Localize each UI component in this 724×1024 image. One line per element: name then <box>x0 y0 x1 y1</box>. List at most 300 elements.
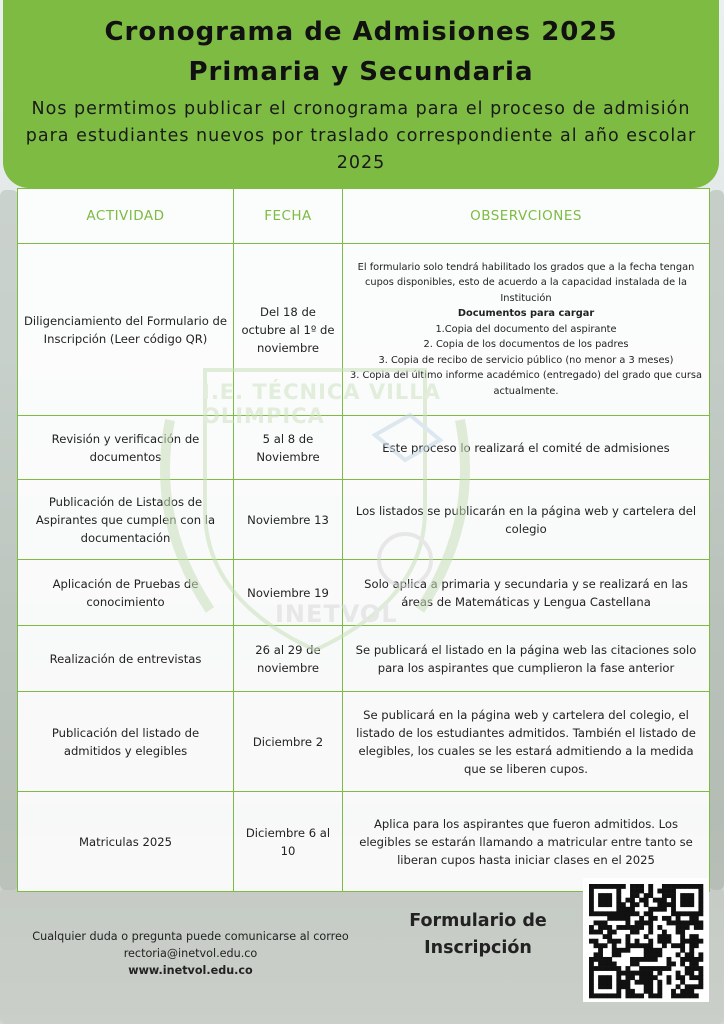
header-activity: ACTIVIDAD <box>18 189 234 244</box>
qr-module <box>598 952 603 957</box>
qr-module <box>635 993 640 998</box>
qr-module <box>685 971 690 976</box>
activity-cell: Publicación del listado de admitidos y elegibles <box>18 692 234 792</box>
intro-text: Nos permtimos publicar el cronograma para el proceso de admisión para estudiantes nuevos por traslado correspondiente al año escolar 2025 <box>25 99 697 173</box>
qr-module <box>625 975 630 980</box>
qr-module <box>607 902 612 907</box>
observations-cell: Los listados se publicarán en la página web y cartelera del colegio <box>343 480 710 560</box>
qr-module <box>639 975 644 980</box>
qr-module <box>689 902 694 907</box>
qr-module <box>598 966 603 971</box>
qr-module <box>607 939 612 944</box>
qr-module <box>657 952 662 957</box>
qr-module <box>603 993 608 998</box>
qr-module <box>662 902 667 907</box>
qr-module <box>639 993 644 998</box>
qr-module <box>662 893 667 898</box>
qr-module <box>612 916 617 921</box>
qr-module <box>635 902 640 907</box>
date-cell: Diciembre 6 al 10 <box>234 792 343 892</box>
qr-module <box>680 993 685 998</box>
qr-module <box>680 975 685 980</box>
qr-module <box>607 898 612 903</box>
qr-module <box>594 939 599 944</box>
qr-module <box>694 975 699 980</box>
qr-module <box>680 962 685 967</box>
qr-module <box>644 911 649 916</box>
table-header-row <box>18 189 710 244</box>
qr-module <box>607 962 612 967</box>
qr-module <box>612 884 617 889</box>
qr-module <box>635 962 640 967</box>
qr-module <box>616 948 621 953</box>
qr-module <box>648 948 653 953</box>
qr-module <box>616 907 621 912</box>
qr-module <box>698 984 703 989</box>
qr-module <box>694 916 699 921</box>
qr-module <box>603 966 608 971</box>
qr-module <box>616 952 621 957</box>
date-cell: 26 al 29 de noviembre <box>234 626 343 692</box>
qr-module <box>616 939 621 944</box>
qr-module <box>676 993 681 998</box>
contact-text: Cualquier duda o pregunta puede comunicarse al correo <box>32 930 349 943</box>
qr-module <box>648 884 653 889</box>
qr-module <box>657 984 662 989</box>
qr-module <box>648 939 653 944</box>
page-title <box>3 12 719 92</box>
table-row <box>18 560 710 626</box>
qr-module <box>625 920 630 925</box>
qr-module <box>689 952 694 957</box>
qr-module <box>598 911 603 916</box>
qr-module <box>607 893 612 898</box>
qr-module <box>589 902 594 907</box>
qr-module <box>630 898 635 903</box>
qr-module <box>680 957 685 962</box>
activity-cell: Aplicación de Pruebas de conocimiento <box>18 560 234 626</box>
qr-module <box>630 989 635 994</box>
qr-module <box>635 930 640 935</box>
qr-module <box>667 920 672 925</box>
qr-module <box>685 920 690 925</box>
qr-module <box>644 948 649 953</box>
qr-module <box>630 925 635 930</box>
qr-module <box>612 952 617 957</box>
qr-module <box>589 939 594 944</box>
qr-module <box>625 911 630 916</box>
qr-module <box>648 966 653 971</box>
qr-module <box>680 911 685 916</box>
qr-module <box>671 989 676 994</box>
qr-module <box>689 966 694 971</box>
title-line-2: Primaria y Secundaria <box>188 57 534 87</box>
qr-module <box>621 884 626 889</box>
qr-module <box>698 971 703 976</box>
qr-module <box>680 943 685 948</box>
qr-module <box>598 925 603 930</box>
qr-module <box>607 930 612 935</box>
qr-module <box>598 980 603 985</box>
qr-module <box>698 911 703 916</box>
qr-module <box>594 884 599 889</box>
qr-module <box>685 925 690 930</box>
qr-module <box>598 893 603 898</box>
date-cell: 5 al 8 de Noviembre <box>234 416 343 480</box>
qr-module <box>657 971 662 976</box>
qr-module <box>667 957 672 962</box>
table-row <box>18 792 710 892</box>
qr-module <box>598 975 603 980</box>
qr-module <box>589 898 594 903</box>
qr-module <box>635 920 640 925</box>
documents-title: Documentos para cargar <box>457 308 595 320</box>
qr-module <box>657 925 662 930</box>
observations-cell: Se publicará en la página web y cartelera del colegio, el listado de los estudiantes admitidos. También el listado de elegibles, los cuales se les estará admitiendo a la medida que se liberen cupos. <box>343 692 710 792</box>
observations-cell: Este proceso lo realizará el comité de admisiones <box>343 416 710 480</box>
observations-cell: Se publicará el listado en la página web las citaciones solo para los aspirantes que cumplieron la fase anterior <box>343 626 710 692</box>
qr-module <box>612 993 617 998</box>
qr-module <box>630 957 635 962</box>
qr-module <box>671 902 676 907</box>
qr-module <box>607 925 612 930</box>
qr-module <box>657 980 662 985</box>
qr-module <box>689 893 694 898</box>
qr-module <box>607 916 612 921</box>
qr-module <box>635 893 640 898</box>
qr-module <box>621 925 626 930</box>
qr-module <box>671 993 676 998</box>
qr-module <box>680 934 685 939</box>
qr-module <box>694 993 699 998</box>
qr-module <box>603 925 608 930</box>
qr-module <box>657 939 662 944</box>
qr-module <box>698 920 703 925</box>
qr-module <box>612 943 617 948</box>
qr-module <box>648 989 653 994</box>
qr-module <box>689 884 694 889</box>
qr-module <box>694 939 699 944</box>
qr-module <box>625 943 630 948</box>
qr-module <box>662 939 667 944</box>
qr-module <box>607 884 612 889</box>
qr-module <box>598 948 603 953</box>
table-row <box>18 244 710 416</box>
watermark-acronym: INETVOL <box>275 600 398 628</box>
qr-module <box>616 993 621 998</box>
qr-module <box>589 884 594 889</box>
qr-module <box>607 993 612 998</box>
qr-module <box>694 943 699 948</box>
qr-module <box>616 902 621 907</box>
qr-module <box>648 911 653 916</box>
qr-module <box>671 911 676 916</box>
qr-module <box>685 884 690 889</box>
qr-module <box>657 898 662 903</box>
qr-module <box>589 975 594 980</box>
contact-email: rectoria@inetvol.edu.co <box>123 947 258 960</box>
qr-module <box>598 943 603 948</box>
qr-module <box>667 966 672 971</box>
table-row <box>18 480 710 560</box>
qr-module <box>667 893 672 898</box>
qr-code-icon[interactable] <box>583 878 709 1002</box>
qr-module <box>653 966 658 971</box>
qr-module <box>630 971 635 976</box>
qr-module <box>639 971 644 976</box>
qr-module <box>639 898 644 903</box>
qr-module <box>612 939 617 944</box>
activity-cell: Diligenciamiento del Formulario de Inscripción (Leer código QR) <box>18 244 234 416</box>
qr-module <box>653 916 658 921</box>
qr-module <box>616 966 621 971</box>
qr-module <box>603 934 608 939</box>
qr-module <box>680 898 685 903</box>
qr-module <box>630 884 635 889</box>
qr-module <box>671 884 676 889</box>
qr-module <box>648 920 653 925</box>
qr-module <box>698 889 703 894</box>
qr-module <box>653 898 658 903</box>
qr-module <box>630 975 635 980</box>
qr-module <box>653 993 658 998</box>
qr-module <box>689 989 694 994</box>
qr-module <box>698 966 703 971</box>
qr-module <box>607 934 612 939</box>
qr-module <box>621 907 626 912</box>
qr-module <box>644 975 649 980</box>
qr-module <box>671 962 676 967</box>
qr-module <box>698 907 703 912</box>
qr-module <box>603 920 608 925</box>
qr-module <box>589 966 594 971</box>
qr-module <box>657 934 662 939</box>
qr-module <box>662 907 667 912</box>
qr-module <box>616 893 621 898</box>
qr-module <box>630 902 635 907</box>
qr-module <box>594 911 599 916</box>
qr-module <box>698 902 703 907</box>
qr-module <box>630 907 635 912</box>
qr-module <box>607 984 612 989</box>
qr-module <box>594 957 599 962</box>
qr-module <box>653 975 658 980</box>
qr-module <box>630 930 635 935</box>
qr-module <box>685 952 690 957</box>
qr-module <box>621 984 626 989</box>
qr-module <box>657 902 662 907</box>
activity-cell: Matriculas 2025 <box>18 792 234 892</box>
qr-module <box>662 943 667 948</box>
qr-module <box>630 893 635 898</box>
qr-module <box>657 966 662 971</box>
qr-module <box>680 925 685 930</box>
qr-module <box>676 984 681 989</box>
qr-module <box>671 920 676 925</box>
date-cell: Del 18 de octubre al 1º de noviembre <box>234 244 343 416</box>
qr-module <box>644 920 649 925</box>
qr-module <box>612 962 617 967</box>
qr-module <box>685 989 690 994</box>
qr-module <box>594 920 599 925</box>
qr-module <box>598 984 603 989</box>
qr-module <box>648 975 653 980</box>
document-item: 3. Copia del último informe académico (entregado) del grado que cursa actualmente. <box>350 370 702 397</box>
qr-module <box>598 898 603 903</box>
qr-module <box>594 966 599 971</box>
qr-module <box>625 916 630 921</box>
qr-module <box>667 934 672 939</box>
qr-module <box>694 957 699 962</box>
qr-module <box>689 984 694 989</box>
qr-module <box>694 911 699 916</box>
qr-module <box>589 907 594 912</box>
document-item: 2. Copia de los documentos de los padres <box>423 339 629 351</box>
qr-module <box>698 952 703 957</box>
form-label-line-1: Formulario de <box>409 911 547 931</box>
qr-module <box>667 902 672 907</box>
qr-module <box>644 934 649 939</box>
qr-module <box>621 916 626 921</box>
qr-module <box>648 980 653 985</box>
qr-module <box>676 971 681 976</box>
qr-module <box>589 980 594 985</box>
qr-module <box>616 971 621 976</box>
background-photo-right <box>709 190 724 890</box>
qr-module <box>680 989 685 994</box>
qr-module <box>644 943 649 948</box>
qr-module <box>594 952 599 957</box>
qr-module <box>603 911 608 916</box>
qr-module <box>598 902 603 907</box>
qr-module <box>603 884 608 889</box>
qr-module <box>698 975 703 980</box>
table-row <box>18 416 710 480</box>
qr-module <box>648 952 653 957</box>
qr-module <box>680 902 685 907</box>
qr-module <box>603 980 608 985</box>
qr-module <box>630 962 635 967</box>
qr-module <box>603 902 608 907</box>
qr-module <box>644 893 649 898</box>
qr-module <box>644 971 649 976</box>
qr-module <box>662 889 667 894</box>
qr-module <box>680 930 685 935</box>
qr-module <box>589 911 594 916</box>
qr-module <box>607 957 612 962</box>
qr-module <box>648 893 653 898</box>
qr-module <box>625 993 630 998</box>
qr-module <box>694 884 699 889</box>
qr-module <box>689 939 694 944</box>
activity-cell: Revisión y verificación de documentos <box>18 416 234 480</box>
qr-module <box>621 948 626 953</box>
qr-module <box>667 980 672 985</box>
qr-module <box>667 939 672 944</box>
qr-module <box>676 930 681 935</box>
qr-module <box>644 952 649 957</box>
qr-module <box>639 884 644 889</box>
qr-module <box>698 939 703 944</box>
qr-module <box>689 934 694 939</box>
qr-module <box>676 916 681 921</box>
qr-module <box>589 993 594 998</box>
qr-module <box>698 898 703 903</box>
qr-module <box>662 884 667 889</box>
qr-module <box>680 980 685 985</box>
qr-module <box>676 920 681 925</box>
qr-module <box>680 893 685 898</box>
qr-module <box>635 925 640 930</box>
qr-module <box>630 993 635 998</box>
qr-module <box>639 966 644 971</box>
qr-module <box>671 898 676 903</box>
qr-module <box>625 898 630 903</box>
qr-module <box>667 884 672 889</box>
qr-module <box>657 907 662 912</box>
qr-module <box>657 889 662 894</box>
qr-module <box>621 971 626 976</box>
qr-module <box>639 943 644 948</box>
qr-module <box>594 930 599 935</box>
qr-module <box>676 911 681 916</box>
qr-module <box>616 911 621 916</box>
qr-module <box>667 916 672 921</box>
qr-module <box>589 962 594 967</box>
qr-module <box>612 966 617 971</box>
qr-module <box>644 980 649 985</box>
qr-module <box>648 889 653 894</box>
qr-module <box>621 902 626 907</box>
qr-module <box>662 898 667 903</box>
title-line-1: Cronograma de Admisiones 2025 <box>104 17 618 47</box>
date-cell: Diciembre 2 <box>234 692 343 792</box>
qr-module <box>698 980 703 985</box>
qr-module <box>635 971 640 976</box>
qr-module <box>689 975 694 980</box>
qr-module <box>662 934 667 939</box>
qr-module <box>685 893 690 898</box>
qr-module <box>625 907 630 912</box>
qr-module <box>616 984 621 989</box>
qr-module <box>689 898 694 903</box>
form-label-line-2: Inscripción <box>424 938 532 958</box>
qr-module <box>644 966 649 971</box>
qr-module <box>603 957 608 962</box>
qr-module <box>694 962 699 967</box>
qr-module <box>625 925 630 930</box>
background-photo-left <box>0 190 18 890</box>
qr-module <box>694 920 699 925</box>
qr-module <box>685 966 690 971</box>
qr-module <box>616 975 621 980</box>
qr-module <box>698 884 703 889</box>
qr-module <box>685 911 690 916</box>
observations-cell <box>343 244 710 416</box>
qr-module <box>689 948 694 953</box>
qr-module <box>603 893 608 898</box>
qr-module <box>657 993 662 998</box>
qr-module <box>630 943 635 948</box>
qr-module <box>635 889 640 894</box>
qr-module <box>676 943 681 948</box>
qr-module <box>635 911 640 916</box>
activity-cell: Realización de entrevistas <box>18 626 234 692</box>
qr-module <box>648 993 653 998</box>
qr-module <box>635 884 640 889</box>
qr-module <box>685 957 690 962</box>
qr-module <box>594 993 599 998</box>
